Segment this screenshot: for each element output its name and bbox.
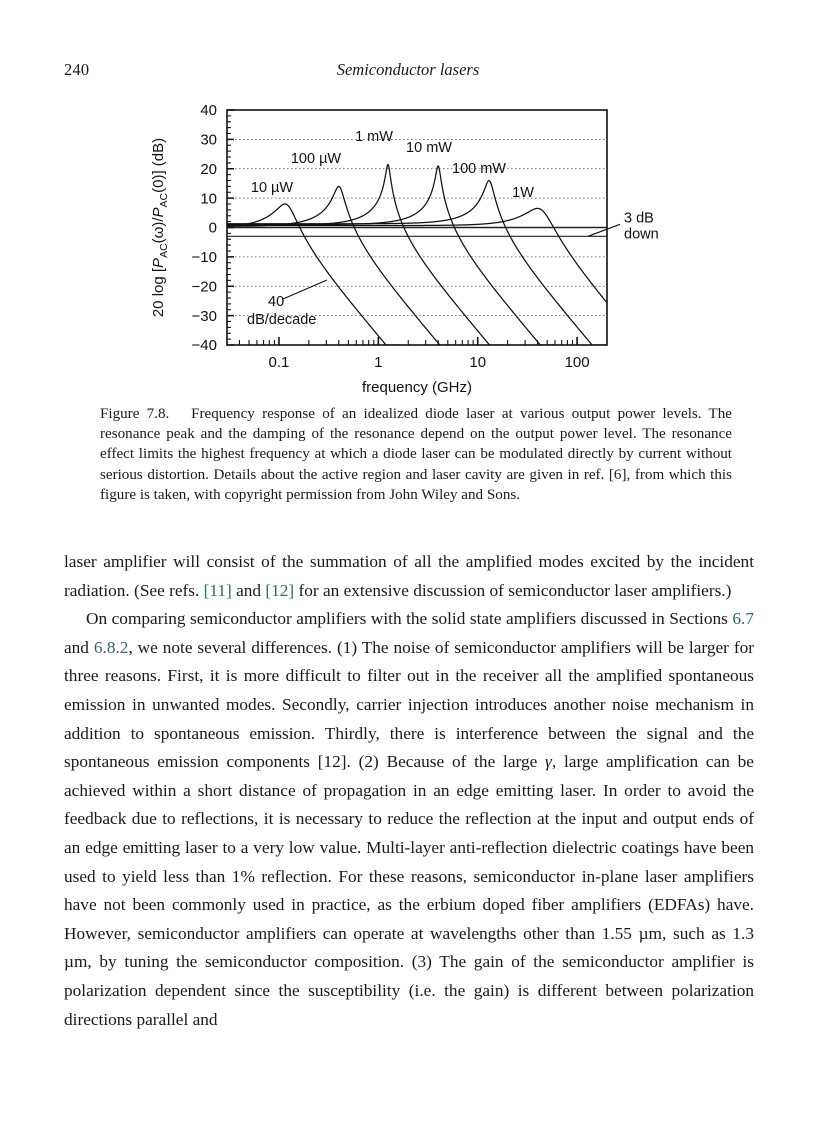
y-tick-label: 10 [200, 190, 217, 208]
y-tick-label: −30 [191, 307, 217, 325]
y-tick-label: −10 [191, 249, 217, 267]
figure-caption-label: Figure 7.8. [100, 406, 170, 422]
figure-caption-text: Frequency response of an idealized diode laser at various output power levels. The resonance peak and the damping of the resonance depend on the output power level. The resonance effect limits the highest frequency at which a diode laser can be modulated directly by current without serious distortion. Details about the active region and laser cavity are given in ref. [6], from which this figure is taken, with copyright permission from John Wiley and Sons. [100, 406, 732, 503]
greek-symbol: γ [545, 752, 552, 772]
x-tick-label: 10 [469, 354, 487, 371]
x-tick-label: 100 [564, 354, 590, 371]
three-db-label-line1: 3 dB [624, 210, 654, 227]
curve-label: 1W [512, 185, 534, 201]
curve-label: 100 mW [452, 161, 506, 177]
three-db-leader-line [588, 224, 620, 236]
chart-area [0, 96, 816, 396]
body-text [64, 548, 754, 1034]
y-tick-label: 20 [200, 160, 217, 178]
three-db-label-line2: down [624, 226, 659, 243]
cross-reference-link[interactable]: 6.7 [732, 609, 754, 629]
y-tick-label: 30 [200, 131, 217, 149]
x-tick-label: 1 [374, 354, 383, 371]
forty-db-label-line1: 40 [268, 294, 285, 310]
x-tick-label: 0.1 [268, 354, 290, 371]
frequency-response-chart [0, 96, 816, 396]
curve-label: 1 mW [355, 129, 393, 145]
page-number: 240 [64, 60, 90, 79]
y-tick-label: 0 [208, 219, 217, 237]
y-tick-label: −40 [191, 337, 217, 355]
forty-db-label-line2: dB/decade [247, 312, 317, 328]
curve-label: 10 mW [406, 140, 452, 156]
x-axis-title: frequency (GHz) [361, 379, 473, 396]
cross-reference-link[interactable]: 6.8.2 [93, 637, 129, 657]
y-axis-title [150, 138, 170, 317]
body-paragraph: On comparing semiconductor amplifiers with the solid state amplifiers discussed in Sections 6.7 and 6.8.2, we note several differences. (1) The noise of semiconductor amplifiers will be larger for three reasons. First, it is more difficult to filter out in the receiver all the amplified spontaneous emission in unwanted modes. Secondly, carrier injection introduces another noise mechanism in addition to spontaneous emission. Thirdly, there is interference between the signal and the spontaneous emission components [12]. (2) Because of the large γ, large amplification can be achieved within a short distance of propagation in an edge emitting laser. In order to avoid the feedback due to reflections, it is necessary to reduce the reflection at the input and output ends of an edge emitting laser to a very low value. Multi-layer anti-reflection dielectric coatings have been used to yield less than 1% reflection. For these reasons, semiconductor in-plane laser amplifiers have not been commonly used in practice, as the erbium doped fiber amplifiers (EDFAs) have. However, semiconductor amplifiers can operate at wavelengths other than 1.55 µm, such as 1.3 µm, by tuning the semiconductor composition. (3) The gain of the semiconductor amplifier is polarization dependent since the susceptibility (i.e. the gain) is different between polarization directions parallel and [64, 609, 754, 1029]
forty-db-leader-line [283, 280, 327, 299]
figure-7-8 [0, 96, 816, 396]
running-title: Semiconductor lasers [336, 60, 480, 79]
curve-label: 10 µW [250, 180, 294, 196]
curve-label: 100 µW [290, 151, 342, 167]
cross-reference-link[interactable]: [12] [265, 580, 295, 600]
y-tick-label: 40 [200, 102, 217, 120]
cross-reference-link[interactable]: [11] [203, 580, 232, 600]
body-paragraph: laser amplifier will consist of the summation of all the amplified modes excited by the incident radiation. (See refs. [11] and [12] for an extensive discussion of semiconductor laser amplifiers.) [64, 552, 754, 600]
y-tick-label: −20 [191, 278, 217, 296]
svg-text:20 log [PAC(ω)/PAC(0)] (dB): 20 $\log [P_{AC}(\omega)/P_{AC}(0)]$ (dB) [150, 137, 170, 318]
figure-caption [100, 404, 732, 505]
running-head [0, 60, 816, 84]
